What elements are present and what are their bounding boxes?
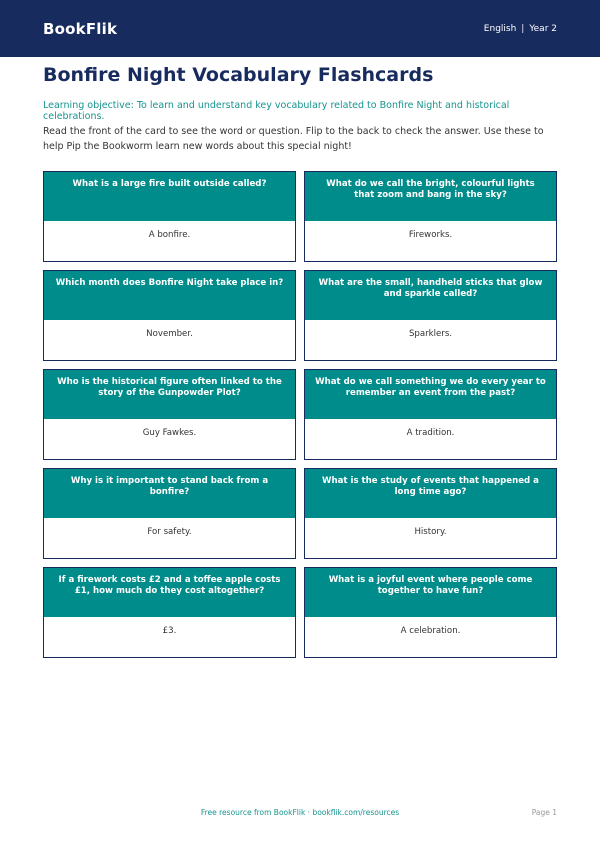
meta-separator: | [521, 23, 525, 34]
flashcard-question: Which month does Bonfire Night take place in? [44, 271, 295, 320]
flashcard-question: If a firework costs £2 and a toffee apple costs £1, how much do they cost altogether? [44, 568, 295, 617]
flashcard-question: What are the small, handheld sticks that glow and sparkle called? [305, 271, 556, 320]
flashcard-question: What do we call something we do every year to remember an event from the past? [305, 370, 556, 419]
page-title: Bonfire Night Vocabulary Flashcards [43, 64, 434, 86]
flashcard[interactable] [304, 468, 557, 559]
brand-logo[interactable]: BookFlik [43, 19, 118, 38]
flashcard-answer: November. [146, 329, 193, 339]
learning-objective: Learning objective: To learn and understand key vocabulary related to Bonfire Night and historical celebrations. [43, 100, 510, 122]
flashcard-answer: Fireworks. [408, 230, 453, 240]
subject-meta [484, 24, 557, 34]
flashcard[interactable] [43, 270, 296, 361]
flashcard-grid [43, 171, 557, 658]
year-label: Year 2 [529, 23, 557, 34]
flashcard[interactable] [304, 369, 557, 460]
flashcard-answer: Guy Fawkes. [142, 428, 197, 438]
flashcard[interactable] [43, 171, 296, 262]
flashcard-answer: A tradition. [406, 428, 455, 438]
subject-label: English [483, 23, 517, 34]
footer-resource-link[interactable]: Free resource from BookFlik · bookflik.com/resources [200, 808, 400, 817]
flashcard-question: What is a large fire built outside called? [44, 172, 295, 221]
flashcard[interactable] [304, 567, 557, 658]
flashcard-answer: For safety. [147, 527, 192, 537]
flashcard-question: What is the study of events that happened a long time ago? [305, 469, 556, 518]
flashcard-answer: History. [414, 527, 447, 537]
flashcard[interactable] [43, 468, 296, 559]
flashcard[interactable] [304, 270, 557, 361]
flashcard[interactable] [43, 567, 296, 658]
page-number: Page 1 [531, 808, 557, 817]
flashcard-question: What is a joyful event where people come together to have fun? [305, 568, 556, 617]
flashcard-answer: A celebration. [400, 626, 461, 636]
flashcard-answer: £3. [162, 626, 177, 636]
flashcard-question: What do we call the bright, colourful lights that zoom and bang in the sky? [305, 172, 556, 221]
flashcard[interactable] [43, 369, 296, 460]
intro-text: Read the front of the card to see the word or question. Flip to the back to check the answer. Use these to help Pip the Bookworm learn new words about this special night! [43, 126, 544, 152]
flashcard[interactable] [304, 171, 557, 262]
flashcard-answer: Sparklers. [408, 329, 453, 339]
flashcard-question: Why is it important to stand back from a bonfire? [44, 469, 295, 518]
site-header [0, 0, 600, 57]
flashcard-question: Who is the historical figure often linked to the story of the Gunpowder Plot? [44, 370, 295, 419]
flashcard-answer: A bonfire. [148, 230, 191, 240]
